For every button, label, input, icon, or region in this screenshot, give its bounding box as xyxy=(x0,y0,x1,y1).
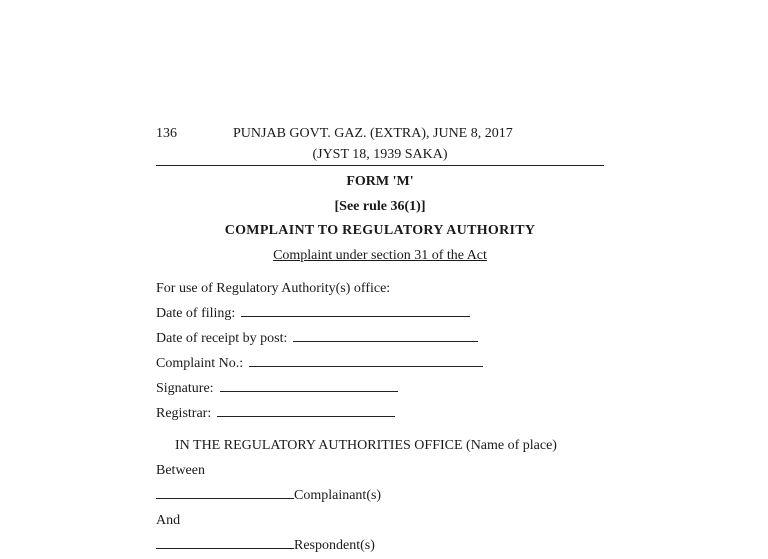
between-label: Between xyxy=(156,463,205,478)
and-label: And xyxy=(156,513,181,528)
complaint-no-row xyxy=(156,351,604,376)
registrar-label: Registrar: xyxy=(156,406,212,421)
complaint-subtitle: Complaint under section 31 of the Act xyxy=(273,248,487,263)
header-divider xyxy=(156,165,604,166)
date-of-filing-label: Date of filing: xyxy=(156,306,236,321)
complaint-title: COMPLAINT TO REGULATORY AUTHORITY xyxy=(224,223,536,238)
page-number: 136 xyxy=(156,126,177,141)
complaint-no-field[interactable] xyxy=(249,352,483,367)
respondent-label: Respondent(s) xyxy=(294,538,375,553)
date-of-receipt-row xyxy=(156,326,604,351)
complaint-no-label: Complaint No.: xyxy=(156,356,244,371)
office-use-heading: For use of Regulatory Authority(s) office: xyxy=(156,281,391,296)
gazette-subtitle: (JYST 18, 1939 SAKA) xyxy=(312,147,448,162)
complainant-label: Complainant(s) xyxy=(294,488,382,503)
signature-row xyxy=(156,376,604,401)
registrar-field[interactable] xyxy=(217,402,395,417)
signature-field[interactable] xyxy=(220,377,398,392)
gazette-page xyxy=(156,124,604,558)
complainant-field[interactable] xyxy=(156,484,294,499)
date-of-filing-row xyxy=(156,301,604,326)
form-title: FORM 'M' xyxy=(346,174,414,189)
complainant-row xyxy=(156,483,604,508)
date-of-filing-field[interactable] xyxy=(241,302,470,317)
respondent-field[interactable] xyxy=(156,534,294,549)
signature-label: Signature: xyxy=(156,381,214,396)
gazette-header xyxy=(156,124,604,144)
see-rule: [See rule 36(1)] xyxy=(334,199,426,214)
gazette-title: PUNJAB GOVT. GAZ. (EXTRA), JUNE 8, 2017 xyxy=(233,126,513,141)
office-line: IN THE REGULATORY AUTHORITIES OFFICE (Name of place) xyxy=(175,438,557,453)
respondent-row xyxy=(156,533,604,558)
registrar-row xyxy=(156,401,604,426)
date-of-receipt-field[interactable] xyxy=(293,327,478,342)
date-of-receipt-label: Date of receipt by post: xyxy=(156,331,288,346)
